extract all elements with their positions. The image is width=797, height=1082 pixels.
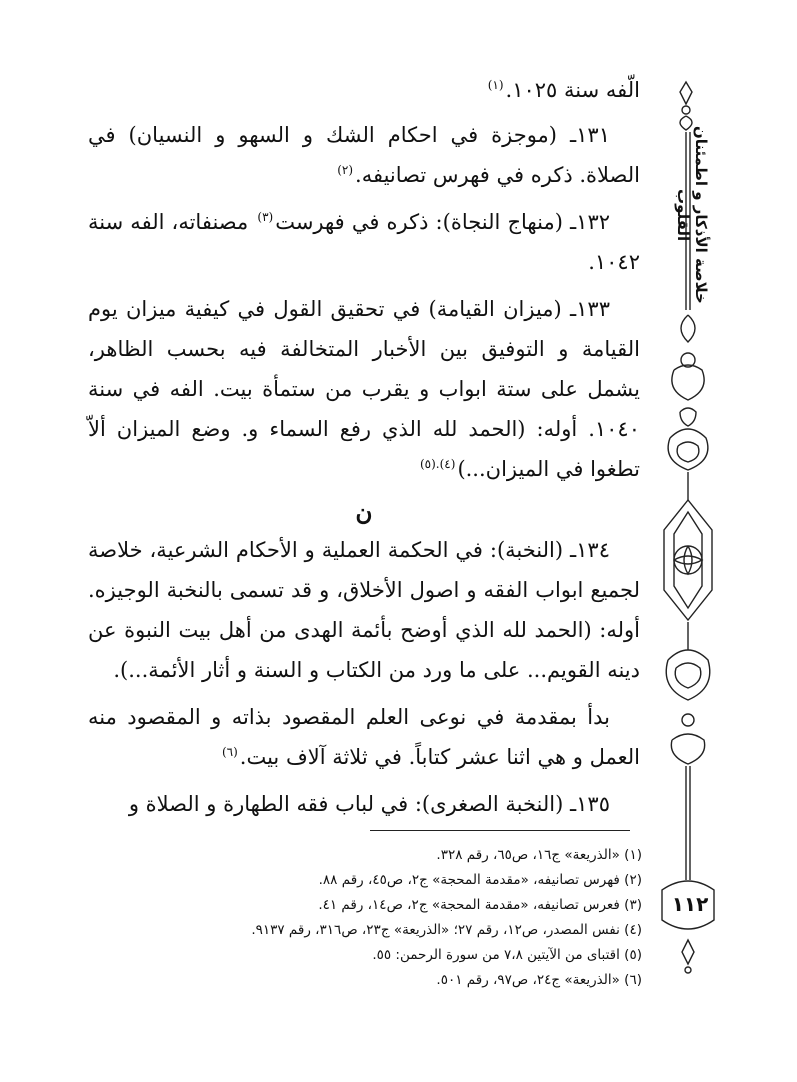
footnote-item: (٢) فهرس تصانيفه، «مقدمة المحجة» ج٢، ص٤٥، رقم ٨٨. — [318, 872, 642, 888]
footnote-item: (٤) نفس المصدر، ص١٢، رقم ٢٧؛ «الذريعة» ج٢٣، ص٣١٦، رقم ٩١٣٧. — [251, 922, 642, 938]
paragraph-text: مصنفاته، الفه سنة ١٠٤٢. — [88, 210, 640, 274]
footnote-ref: (٢) — [337, 163, 354, 177]
paragraph-text: بدأ بمقدمة في نوعى العلم المقصود بذاته و المقصود منه العمل و هي اثنا عشر كتاباً. في ثلاثة آلاف بيت. — [88, 705, 640, 769]
main-text — [88, 70, 640, 831]
page-number: ١١٢ — [671, 892, 709, 916]
paragraph-text: الّفه سنة ١٠٢٥. — [505, 78, 640, 102]
footnote-item: (٦) «الذريعة» ج٢٤، ص٩٧، رقم ٥٠١. — [436, 972, 642, 988]
footnotes — [150, 843, 642, 993]
paragraph-continuation — [88, 70, 640, 110]
paragraph-text: ١٣٥ـ (النخبة الصغرى): في لباب فقه الطهارة و الصلاة و — [128, 792, 610, 816]
entry-133 — [88, 289, 640, 489]
paragraph-text: ١٣٢ـ (منهاج النجاة): ذكره في فهرست — [275, 210, 611, 234]
footnote-ref: (٤).(٥) — [419, 457, 456, 471]
entry-134-continuation — [88, 697, 640, 777]
footnote-ref: (٦) — [221, 745, 238, 759]
footnote-item: (١) «الذريعة» ج١٦، ص٦٥، رقم ٣٢٨. — [436, 847, 642, 863]
paragraph-text: ١٣١ـ (موجزة في احكام الشك و السهو و النسيان) في الصلاة. ذكره في فهرس تصانيفه. — [88, 123, 640, 187]
entry-134 — [88, 530, 640, 690]
footnote-ref: (٣) — [257, 210, 274, 224]
entry-135 — [88, 784, 640, 824]
footnote-item: (٣) فعرس تصانيفه، «مقدمة المحجة» ج٢، ص١٤، رقم ٤١. — [318, 897, 642, 913]
paragraph-text: ١٣٣ـ (ميزان القيامة) في تحقيق القول في كيفية ميزان يوم القيامة و التوفيق بين الأخبار المتخالفة فيه بحسب الظاهر، يشمل على ستة ابواب و يقرب من ستمأة بيت. الفه في سنة ١٠٤٠. أوله: (الحمد لله الذي رفع السماء و. وضع الميزان ألاّ تطغوا في الميزان...) — [88, 297, 640, 481]
paragraph-text: ١٣٤ـ (النخبة): في الحكمة العملية و الأحكام الشرعية، خلاصة لجميع ابواب الفقه و اصول الأخلاق، و قد تسمى بالنخبة الوجيزه. أوله: (الحمد لله الذي أوضح بأئمة الهدى من أهل بيت النبوة عن دينه القويم... على ما ورد من الكتاب و السنة و أثار الأئمة...). — [88, 538, 640, 682]
running-title: خلاصة الأذكار و اطمئنان القلوب — [674, 126, 710, 304]
entry-132 — [88, 202, 640, 282]
section-heading-letter: ن — [355, 499, 373, 526]
footnote-separator — [370, 830, 630, 831]
entry-131 — [88, 115, 640, 195]
footnote-ref: (١) — [487, 78, 504, 92]
footnote-item: (٥) اقتباى من الآيتين ٧،٨ من سورة الرحمن: ٥٥. — [372, 947, 642, 963]
